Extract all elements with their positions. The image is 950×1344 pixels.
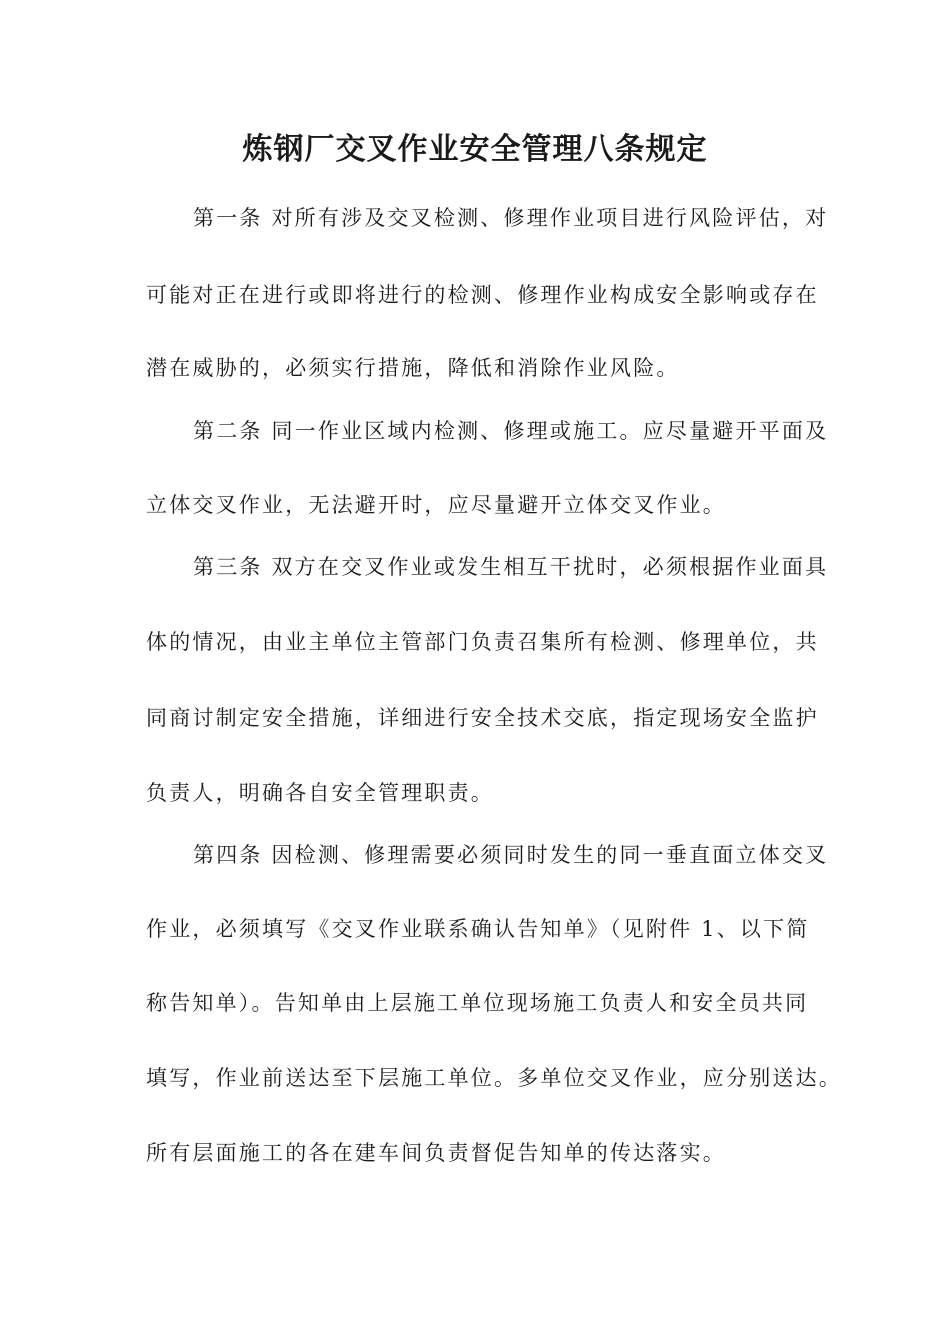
text-line: 第三条 双方在交叉作业或发生相互干扰时，必须根据作业面具 — [193, 555, 829, 579]
text-line: 立体交叉作业，无法避开时，应尽量避开立体交叉作业。 — [146, 493, 726, 517]
text-line: 潜在威胁的，必须实行措施，降低和消除作业风险。 — [146, 356, 680, 380]
text-line: 第四条 因检测、修理需要必须同时发生的同一垂直面立体交叉 — [193, 843, 829, 867]
text-line: 体的情况，由业主单位主管部门负责召集所有检测、修理单位，共 — [146, 630, 819, 654]
text-line: 负责人，明确各自安全管理职责。 — [146, 781, 494, 805]
text-line: 第二条 同一作业区域内检测、修理或施工。应尽量避开平面及 — [193, 419, 829, 443]
document-title: 炼钢厂交叉作业安全管理八条规定 — [242, 132, 708, 167]
text-line: 所有层面施工的各在建车间负责督促告知单的传达落实。 — [146, 1141, 726, 1165]
text-line: 第一条 对所有涉及交叉检测、修理作业项目进行风险评估，对 — [193, 206, 829, 230]
text-line: 作业，必须填写《交叉作业联系确认告知单》（见附件 1、以下简 — [146, 917, 810, 941]
text-line: 填写，作业前送达至下层施工单位。多单位交叉作业，应分别送达。 — [146, 1066, 842, 1090]
text-line: 称告知单）。告知单由上层施工单位现场施工负责人和安全员共同 — [146, 991, 809, 1015]
text-line: 可能对正在进行或即将进行的检测、修理作业构成安全影响或存在 — [146, 283, 819, 307]
text-line: 同商讨制定安全措施，详细进行安全技术交底，指定现场安全监护 — [146, 706, 819, 730]
